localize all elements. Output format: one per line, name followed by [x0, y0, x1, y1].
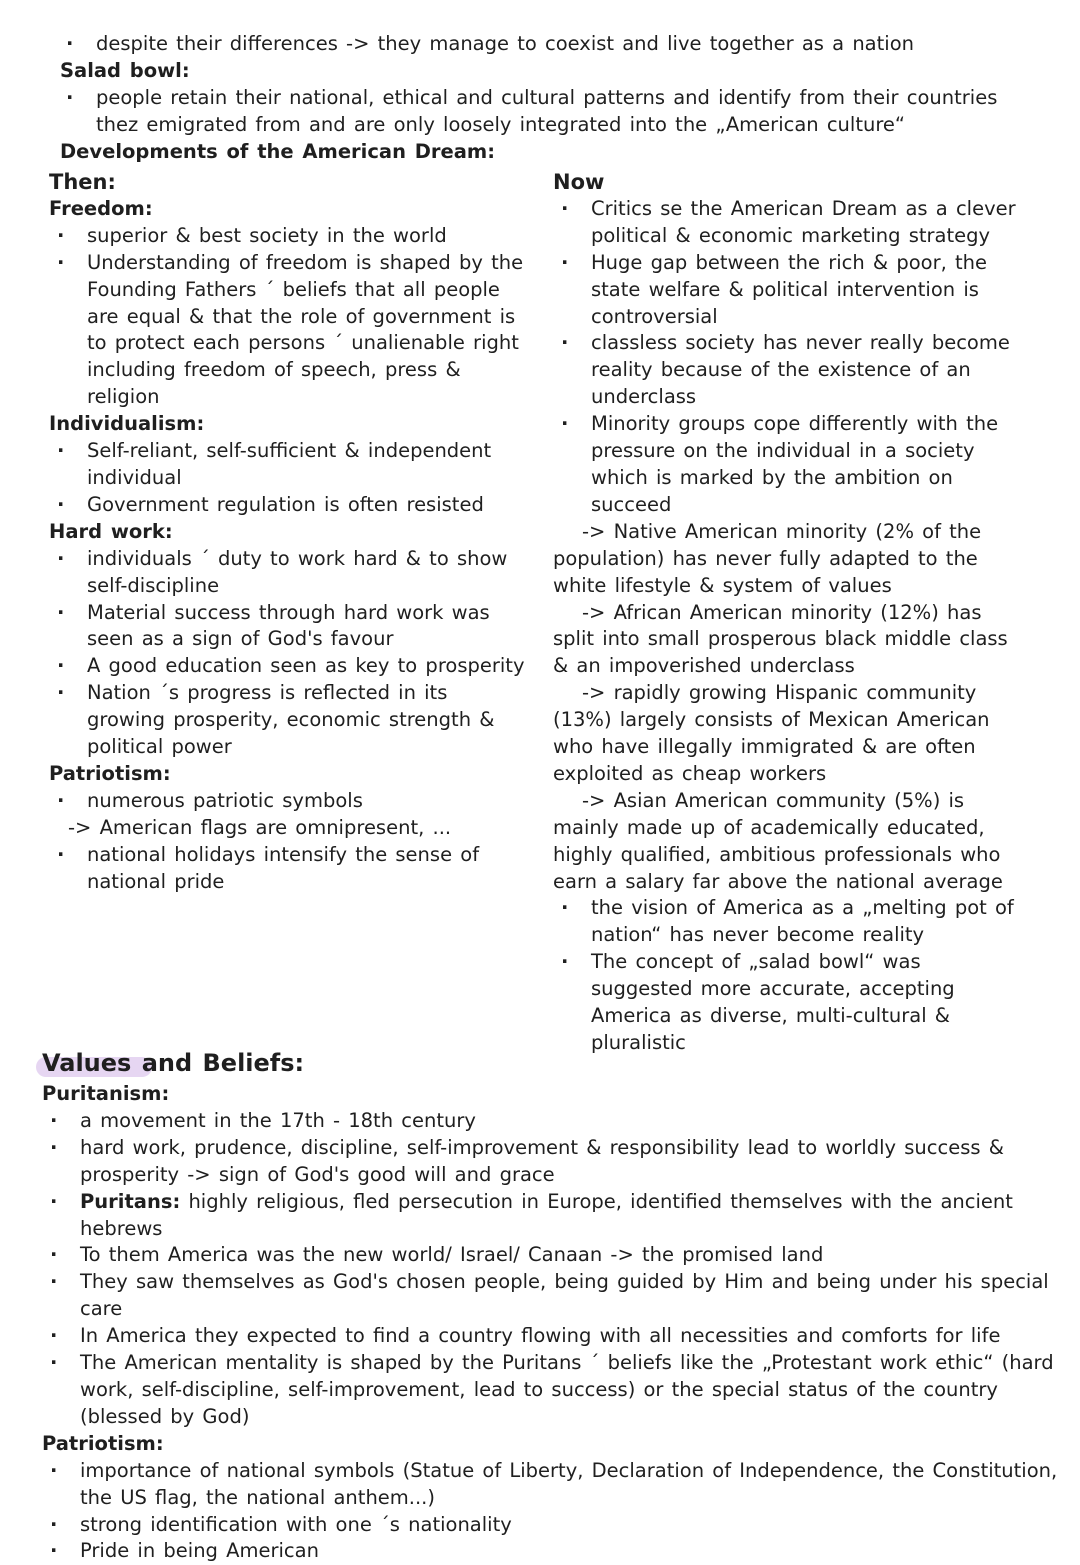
now-final-item: · the vision of America as a „melting pot of nation“ has never become reality: [553, 895, 1023, 949]
salad-bowl-heading: Salad bowl:: [60, 58, 190, 82]
now-arrow-note: -> Asian American community (5%) is mainly made up of academically educated, highly qualified, ambitious professionals who earn a salary far above the national average: [553, 788, 1003, 893]
patriotism-arrow-note: -> American flags are omnipresent, ...: [68, 815, 452, 839]
freedom-heading: Freedom:: [49, 196, 153, 220]
now-column: [553, 169, 1023, 1057]
freedom-item: · Understanding of freedom is shaped by the Founding Fathers ´ beliefs that all people are equal & that the role of government is to protect each persons ´ unalienable right including freedom of speech, press & religion: [49, 250, 529, 411]
now-final-item: · The concept of „salad bowl“ was suggested more accurate, accepting America as diverse, multi-cultural & pluralistic: [553, 949, 1023, 1057]
individualism-heading: Individualism:: [49, 412, 205, 436]
hard-work-item: · individuals ´ duty to work hard & to show self-discipline: [49, 546, 529, 600]
now-item: · Huge gap between the rich & poor, the state welfare & political intervention is controversial: [553, 250, 1023, 331]
salad-bowl-bullet: · people retain their national, ethical and cultural patterns and identify from their countries thez emigrated from and are only loosely integrated into the „American culture“: [58, 85, 1038, 139]
now-item: · classless society has never really become reality because of the existence of an underclass: [553, 330, 1023, 411]
now-item: · Minority groups cope differently with the pressure on the individual in a society which is marked by the ambition on succeed: [553, 411, 1023, 519]
then-heading: Then:: [49, 170, 116, 194]
developments-heading: Developments of the American Dream:: [60, 139, 496, 163]
individualism-item: · Government regulation is often resisted: [49, 492, 529, 519]
puritanism-item: · a movement in the 17th - 18th century: [42, 1108, 1062, 1135]
patriotism-item: · national holidays intensify the sense of national pride: [49, 842, 529, 896]
puritanism-item: · The American mentality is shaped by the Puritans ´ beliefs like the „Protestant work ethic“ (hard work, self-discipline, self-improvement, lead to success) or the special status of the country (blessed by God): [42, 1350, 1062, 1431]
puritanism-item: · hard work, prudence, discipline, self-improvement & responsibility lead to worldly success & prosperity -> sign of God's good will and grace: [42, 1135, 1062, 1189]
coexist-bullet: · despite their differences -> they manage to coexist and live together as a nation: [58, 31, 1038, 58]
values-patriotism-heading: Patriotism:: [42, 1431, 164, 1455]
values-section: [42, 1049, 1062, 1565]
freedom-item: · superior & best society in the world: [49, 223, 529, 250]
hard-work-item: · Nation ´s progress is reflected in its growing prosperity, economic strength & political power: [49, 680, 529, 761]
hard-work-item: · A good education seen as key to prosperity: [49, 653, 529, 680]
patriotism-heading: Patriotism:: [49, 761, 171, 785]
now-arrow-note: -> African American minority (12%) has split into small prosperous black middle class & an impoverished underclass: [553, 600, 1008, 678]
now-arrow-note: -> rapidly growing Hispanic community (13%) largely consists of Mexican American who have illegally immigrated & are often exploited as cheap workers: [553, 681, 990, 785]
values-patriotism-item: · strong identification with one ´s nationality: [42, 1512, 1062, 1539]
hard-work-item: · Material success through hard work was seen as a sign of God's favour: [49, 600, 529, 654]
puritanism-heading: Puritanism:: [42, 1082, 170, 1105]
puritans-text: highly religious, fled persecution in Europe, identified themselves with the ancient hebrews: [80, 1189, 1013, 1240]
values-title: [42, 1049, 304, 1077]
puritanism-item: · They saw themselves as God's chosen people, being guided by Him and being under his special care: [42, 1269, 1062, 1323]
intro-section: [58, 31, 1038, 166]
hard-work-heading: Hard work:: [49, 519, 173, 543]
values-patriotism-item: · importance of national symbols (Statue of Liberty, Declaration of Independence, the Constitution, the US flag, the national anthem...): [42, 1458, 1062, 1512]
now-item: · Critics se the American Dream as a clever political & economic marketing strategy: [553, 196, 1023, 250]
values-title-text: Values and Beliefs:: [42, 1049, 305, 1077]
values-patriotism-item: · Pride in being American: [42, 1538, 1062, 1565]
puritans-label: Puritans:: [80, 1189, 181, 1213]
puritans-item: [42, 1189, 1062, 1243]
puritanism-item: · In America they expected to find a country flowing with all necessities and comforts for life: [42, 1323, 1062, 1350]
puritanism-item: · To them America was the new world/ Israel/ Canaan -> the promised land: [42, 1242, 1062, 1269]
now-heading: Now: [553, 170, 605, 194]
then-column: [49, 169, 529, 895]
now-arrow-note: -> Native American minority (2% of the population) has never fully adapted to the white lifestyle & system of values: [553, 519, 982, 597]
individualism-item: · Self-reliant, self-sufficient & independent individual: [49, 438, 529, 492]
patriotism-item: · numerous patriotic symbols: [49, 788, 529, 815]
